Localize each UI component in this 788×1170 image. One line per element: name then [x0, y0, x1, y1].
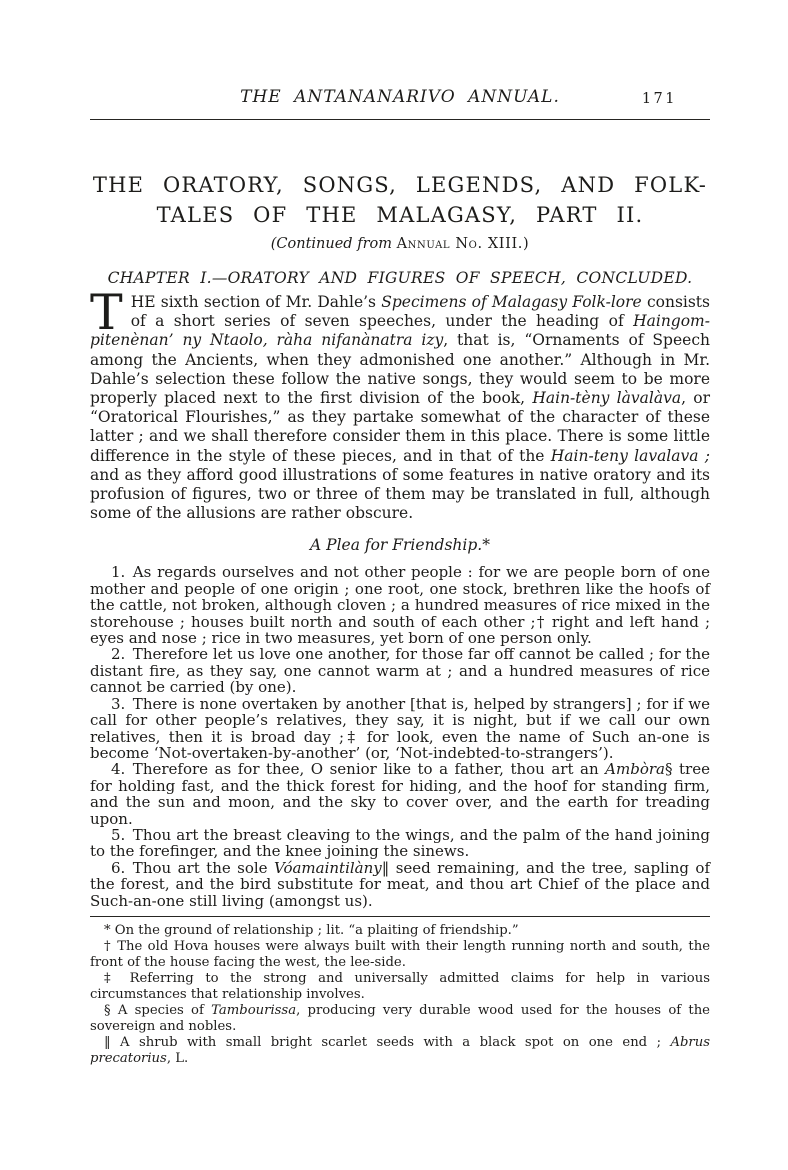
plea-item-5: 5. Thou art the breast cleaving to the wings, and the palm of the hand joining to the forefinger, and the knee joining the sinews. [90, 825, 710, 861]
dropcap-letter: T [90, 284, 123, 341]
plea-item-1: 1. As regards ourselves and not other people : for we are people born of one mother and people of one origin ; one root, one stock, brethren like the hoofs of the cattle, not broken, although cloven ; a hundred measures of rice mixed in the storehouse ; houses built north and south of each other ;† right and left hand ; eyes and nose ; rice in two measures, yet born of one person only. [90, 563, 710, 648]
footnote-asterisk: * On the ground of relationship ; lit. “a plaiting of friendship.” [104, 922, 519, 938]
intro-paragraph [90, 284, 711, 523]
chapter-heading: CHAPTER I.—ORATORY AND FIGURES OF SPEECH, CONCLUDED. [107, 269, 693, 287]
running-head [90, 88, 710, 106]
page-number: 171 [641, 91, 677, 107]
section-heading: A Plea for Friendship.* [310, 536, 490, 555]
footnote-double-dagger: ‡ Referring to the strong and universally admitted claims for help in various circumstances that relationship involves. [90, 970, 710, 1002]
intro-paragraph-text: HE sixth section of Mr. Dahle’s Specimens of Malagasy Folk-lore consists of a short series of seven speeches, under the heading of Haingom-pitenènan’ ny Ntaolo, ràha nifanànatra izy, that is, “Ornaments of Speech among the Ancients, when they admonished one another.” Although in Mr. Dahle’s selection these follow the native songs, they would seem to be more properly placed next to the first division of the book, Hain-tèny làvalàva, or “Oratorical Flourishes,” as they partake somewhat of the character of these latter ; and we shall therefore consider them in this place. There is some little difference in the style of these pieces, and in that of the Hain-teny lavalava ; and as they afford good illustrations of some features in native oratory and its profusion of figures, two or three of them may be translated in full, although some of the allusions are rather obscure. [90, 293, 711, 523]
footnote-parallel-mark: ‖ A shrub with small bright scarlet seeds with a black spot on one end ; Abrus precatorius, L. [90, 1034, 710, 1066]
article-title-line1: THE ORATORY, SONGS, LEGENDS, AND FOLK- [92, 173, 708, 197]
footnote-dagger: † The old Hova houses were always built with their length running north and south, the front of the house facing the west, the lee-side. [90, 938, 710, 970]
plea-item-6: 6. Thou art the sole Vóamaintilàny‖ seed remaining, and the tree, sapling of the forest, and the bird substitute for meat, and thou art Chief of the place and Such-an-one still living (amongst us). [90, 858, 710, 910]
article-title [90, 170, 710, 230]
journal-title: THE ANTANANARIVO ANNUAL. [240, 87, 560, 107]
header-rule [90, 119, 710, 120]
plea-item-3: 3. There is none overtaken by another [that is, helped by strangers] ; for if we call for other people’s relatives, they say, it is night, but if we call our own relatives, then it is broad day ;‡ for look, even the name of Such an-one is become ‘Not-overtaken-by-another’ (or, ‘Not-indebted-to-strangers’). [90, 694, 710, 762]
plea-item-4: 4. Therefore as for thee, O senior like to a father, thou art an Ambòra§ tree for holding fast, and the thick forest for hiding, and the hoof for standing firm, and the sun and moon, and the sky to cover over, and the earth for treading upon. [90, 760, 710, 828]
plea-item-2: 2. Therefore let us love one another, for those far off cannot be called ; for the distant fire, as they say, one cannot warm at ; and a hundred measures of rice cannot be carried (by one). [90, 645, 710, 697]
continued-from-note: (Continued from Annual No. XIII.) [270, 236, 530, 252]
footnote-rule [90, 916, 710, 917]
article-title-line2: TALES OF THE MALAGASY, PART II. [156, 203, 644, 227]
footnote-section-mark: § A species of Tambourissa, producing very durable wood used for the houses of the sovereign and nobles. [90, 1002, 710, 1034]
